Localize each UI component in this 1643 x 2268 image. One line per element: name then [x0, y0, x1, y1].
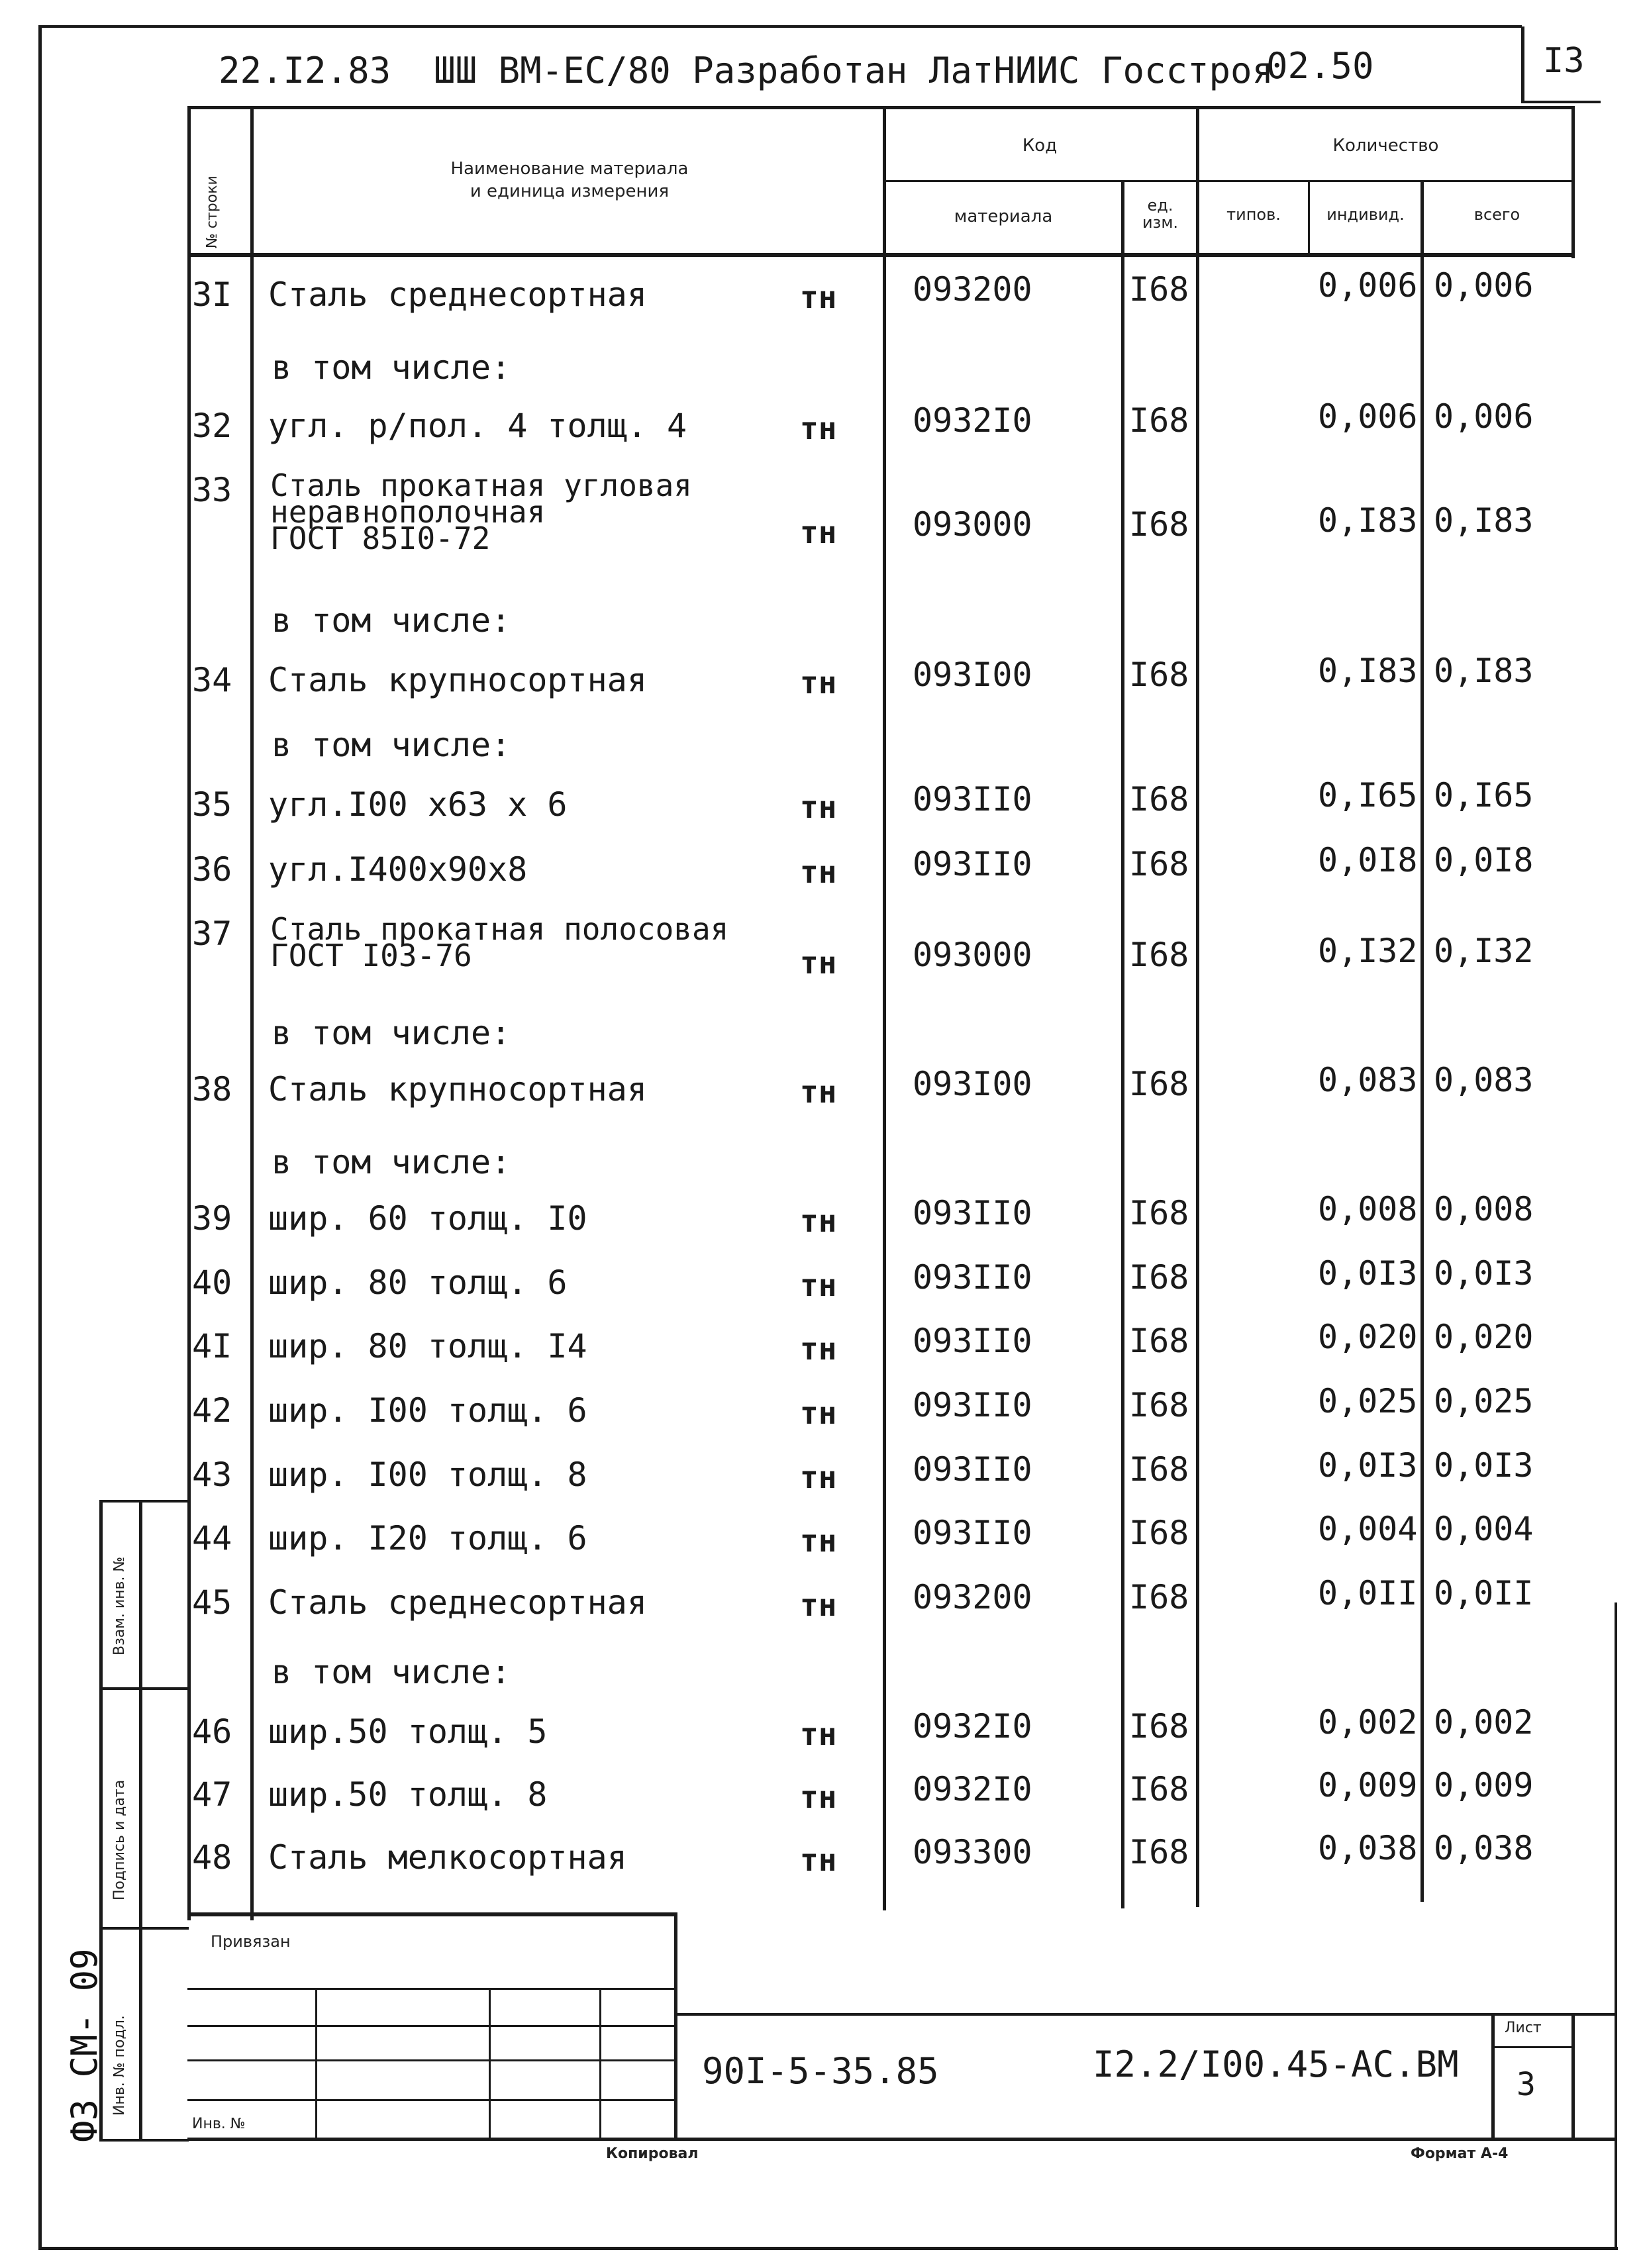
material-name: шир. I00 толщ. 6 [268, 1391, 587, 1430]
qty-total: 0,009 [1434, 1766, 1534, 1804]
qty-total: 0,0I3 [1434, 1446, 1534, 1485]
header-qty-typ: типов. [1226, 205, 1281, 224]
material-code: 093200 [913, 270, 1032, 309]
header-kod-material: материала [954, 207, 1053, 226]
col-line-code [883, 106, 886, 1910]
table-right-border [1571, 106, 1575, 258]
material-code: 093II0 [913, 780, 1032, 818]
unit-code: I68 [1129, 1065, 1189, 1103]
header-qty-ind: индивид. [1326, 205, 1405, 224]
title-sheet-left [1491, 2013, 1495, 2139]
stamp-line-1 [187, 1988, 677, 1990]
qty-individual: 0,0I8 [1318, 841, 1418, 879]
material-code: 093I00 [913, 656, 1032, 694]
qty-total: 0,0I3 [1434, 1254, 1534, 1293]
unit-of-measure: тн [800, 1459, 837, 1495]
col-line-qty [1196, 106, 1199, 1907]
qty-total: 0,006 [1434, 397, 1534, 436]
stamp-top [187, 1912, 677, 1916]
header-row-no: № строки [204, 175, 221, 248]
unit-code: I68 [1129, 1770, 1189, 1808]
material-name: в том числе: [272, 1653, 511, 1691]
row-number: 43 [192, 1455, 232, 1494]
stamp-line-3 [187, 2059, 677, 2061]
qty-total: 0,I65 [1434, 776, 1534, 814]
material-code: 093000 [913, 936, 1032, 974]
row-number: 4I [192, 1327, 232, 1365]
row-number: 33 [192, 471, 232, 509]
qty-individual: 0,025 [1318, 1382, 1418, 1420]
side-div-1 [99, 1687, 189, 1690]
row-number: 39 [192, 1199, 232, 1238]
doc-mark: I2.2/I00.45-АС.ВМ [1093, 2044, 1459, 2085]
unit-code: I68 [1129, 936, 1189, 974]
header-name: Наименование материала и единица измерения [450, 159, 689, 201]
unit-code: I68 [1129, 656, 1189, 694]
material-name: шир.50 толщ. 5 [268, 1712, 548, 1751]
material-name: в том числе: [272, 726, 511, 764]
qty-total: 0,020 [1434, 1318, 1534, 1356]
row-number: 36 [192, 850, 232, 889]
stamp-line-2 [187, 2025, 677, 2027]
kopiroval-label: Копировал [606, 2145, 699, 2162]
row-number: 32 [192, 407, 232, 445]
sheet-label: Лист [1505, 2020, 1542, 2036]
unit-of-measure: тн [800, 1716, 837, 1752]
material-code: 0932I0 [913, 1770, 1032, 1808]
doc-code: 90I-5-35.85 [702, 2050, 939, 2092]
unit-of-measure: тн [800, 1395, 837, 1431]
row-number: 37 [192, 914, 232, 953]
unit-of-measure: тн [800, 1074, 837, 1110]
title-top [674, 2013, 1615, 2016]
unit-of-measure: тн [800, 1779, 837, 1815]
unit-of-measure: тн [800, 1842, 837, 1878]
material-name: шир.50 толщ. 8 [268, 1775, 548, 1814]
row-number: 46 [192, 1712, 232, 1751]
stamp-bottom [187, 2138, 1615, 2141]
col-line-name [250, 106, 254, 1920]
qty-total: 0,I83 [1434, 652, 1534, 690]
qty-individual: 0,I65 [1318, 776, 1418, 814]
qty-total: 0,025 [1434, 1382, 1534, 1420]
material-code: 093II0 [913, 845, 1032, 883]
unit-of-measure: тн [800, 279, 837, 315]
row-number: 44 [192, 1519, 232, 1557]
unit-code: I68 [1129, 1833, 1189, 1871]
document-header: 22.I2.83 ШШ ВМ-ЕС/80 Разработан ЛатНИИС Госстроя [219, 50, 1274, 91]
material-name: шир. 80 толщ. I4 [268, 1327, 587, 1365]
unit-code: I68 [1129, 270, 1189, 309]
qty-individual: 0,002 [1318, 1703, 1418, 1742]
unit-code: I68 [1129, 505, 1189, 544]
unit-of-measure: тн [800, 854, 837, 890]
qty-individual: 0,006 [1318, 266, 1418, 305]
material-name: шир. 80 толщ. 6 [268, 1263, 568, 1302]
material-name: угл.I00 х63 х 6 [268, 785, 568, 824]
material-name: Сталь среднесортная [268, 1583, 647, 1622]
unit-of-measure: тн [800, 665, 837, 701]
unit-of-measure: тн [800, 1203, 837, 1239]
title-sheet-div [1491, 2046, 1572, 2048]
header-kod: Код [1022, 136, 1058, 156]
row-number: 47 [192, 1775, 232, 1814]
table-top-border [187, 106, 1575, 109]
qty-individual: 0,038 [1318, 1829, 1418, 1867]
col-line-unit [1121, 180, 1124, 1908]
unit-code: I68 [1129, 401, 1189, 440]
qty-individual: 0,0I3 [1318, 1446, 1418, 1485]
col-line-ind [1420, 180, 1424, 1902]
unit-of-measure: тн [800, 1331, 837, 1367]
material-name: угл.I400х90х8 [268, 850, 528, 889]
material-code: 093000 [913, 505, 1032, 544]
material-code: 0932I0 [913, 1707, 1032, 1746]
row-number: 35 [192, 785, 232, 824]
material-name: угл. р/пол. 4 толщ. 4 [268, 407, 687, 445]
material-name: в том числе: [272, 1143, 511, 1181]
material-name: в том числе: [272, 1014, 511, 1052]
qty-individual: 0,I83 [1318, 652, 1418, 690]
qty-total: 0,083 [1434, 1061, 1534, 1099]
side-label-podpis: Подпись и дата [111, 1779, 128, 1900]
unit-of-measure: тн [800, 789, 837, 825]
material-name: шир. 60 толщ. I0 [268, 1199, 587, 1238]
row-number: 34 [192, 661, 232, 699]
row-number: 3I [192, 275, 232, 314]
unit-code: I68 [1129, 1258, 1189, 1297]
frame-top [38, 25, 1522, 28]
material-name: Сталь мелкосортная [268, 1838, 627, 1877]
side-series: ФЗ СМ- 09 [64, 1948, 105, 2142]
material-name: Сталь крупносортная [268, 1070, 647, 1109]
header-qty-total: всего [1473, 205, 1520, 224]
table-header-bottom [187, 253, 1575, 257]
row-number: 42 [192, 1391, 232, 1430]
qty-individual: 0,009 [1318, 1766, 1418, 1804]
side-bottom [99, 2139, 189, 2142]
unit-code: I68 [1129, 1194, 1189, 1232]
material-code: 093II0 [913, 1386, 1032, 1424]
material-code: 093200 [913, 1578, 1032, 1616]
format-label: Формат А-4 [1411, 2145, 1509, 2162]
qty-individual: 0,006 [1318, 397, 1418, 436]
header-kod-unit: ед. изм. [1142, 196, 1179, 232]
qty-total: 0,038 [1434, 1829, 1534, 1867]
material-name: в том числе: [272, 601, 511, 640]
qty-total: 0,0II [1434, 1574, 1534, 1612]
qty-individual: 0,008 [1318, 1190, 1418, 1228]
side-div-2 [99, 1927, 189, 1930]
material-code: 093II0 [913, 1514, 1032, 1552]
stamp-privyazan: Привязан [211, 1932, 291, 1951]
side-col-line-2 [139, 1500, 142, 2141]
stamp-vline-2 [489, 1988, 491, 2140]
side-label-vzam: Взам. инв. № [111, 1556, 128, 1655]
unit-code: I68 [1129, 845, 1189, 883]
material-name: в том числе: [272, 348, 511, 387]
unit-of-measure: тн [800, 1523, 837, 1559]
unit-of-measure: тн [800, 1267, 837, 1303]
frame-right [1615, 1602, 1617, 2250]
qty-individual: 0,083 [1318, 1061, 1418, 1099]
qty-individual: 0,0I3 [1318, 1254, 1418, 1293]
row-number: 45 [192, 1583, 232, 1622]
qty-total: 0,0I8 [1434, 841, 1534, 879]
material-code: 093II0 [913, 1450, 1032, 1489]
material-code: 093II0 [913, 1258, 1032, 1297]
unit-of-measure: тн [800, 945, 837, 981]
frame-bottom [38, 2247, 1618, 2250]
material-name: Сталь прокатная угловая неравнополочная ГОСТ 85I0-72 [270, 468, 692, 556]
page-number: I3 [1543, 41, 1585, 81]
qty-individual: 0,020 [1318, 1318, 1418, 1356]
qty-total: 0,006 [1434, 266, 1534, 305]
unit-code: I68 [1129, 1707, 1189, 1746]
unit-code: I68 [1129, 1514, 1189, 1552]
stamp-vline-1 [315, 1988, 317, 2140]
material-name: шир. I20 толщ. 6 [268, 1519, 587, 1557]
qty-total: 0,004 [1434, 1510, 1534, 1548]
material-code: 093II0 [913, 1322, 1032, 1360]
material-code: 093I00 [913, 1065, 1032, 1103]
stamp-vline-3 [599, 1988, 601, 2140]
row-number: 48 [192, 1838, 232, 1877]
side-label-inv-podl: Инв. № подл. [111, 2015, 128, 2116]
title-sheet-right [1571, 2013, 1575, 2139]
unit-of-measure: тн [800, 1587, 837, 1623]
unit-code: I68 [1129, 1386, 1189, 1424]
qty-individual: 0,I83 [1318, 501, 1418, 540]
qty-total: 0,I83 [1434, 501, 1534, 540]
unit-code: I68 [1129, 1322, 1189, 1360]
qty-total: 0,008 [1434, 1190, 1534, 1228]
stamp-inv-no: Инв. № [192, 2116, 246, 2132]
unit-of-measure: тн [800, 515, 837, 550]
header-code: 02.50 [1266, 45, 1374, 87]
page-box-left [1521, 26, 1524, 103]
material-name: Сталь среднесортная [268, 275, 647, 314]
unit-code: I68 [1129, 1450, 1189, 1489]
row-number: 38 [192, 1070, 232, 1109]
qty-individual: 0,0II [1318, 1574, 1418, 1612]
frame-left [38, 25, 42, 2250]
qty-individual: 0,I32 [1318, 932, 1418, 970]
stamp-line-4 [187, 2099, 677, 2101]
unit-of-measure: тн [800, 411, 837, 446]
unit-code: I68 [1129, 780, 1189, 818]
material-code: 093300 [913, 1833, 1032, 1871]
table-left-border [187, 106, 191, 1920]
qty-individual: 0,004 [1318, 1510, 1418, 1548]
material-name: шир. I00 толщ. 8 [268, 1455, 587, 1494]
material-name: Сталь крупносортная [268, 661, 647, 699]
material-code: 093II0 [913, 1194, 1032, 1232]
sheet-number: 3 [1517, 2066, 1536, 2103]
row-number: 40 [192, 1263, 232, 1302]
unit-code: I68 [1129, 1578, 1189, 1616]
page-box-bottom [1521, 101, 1601, 103]
qty-total: 0,002 [1434, 1703, 1534, 1742]
qty-total: 0,I32 [1434, 932, 1534, 970]
header-subdivider [884, 180, 1573, 182]
side-top [99, 1500, 189, 1503]
material-code: 0932I0 [913, 401, 1032, 440]
material-name: Сталь прокатная полосовая ГОСТ I03-76 [270, 911, 729, 973]
header-qty: Количество [1332, 136, 1439, 156]
